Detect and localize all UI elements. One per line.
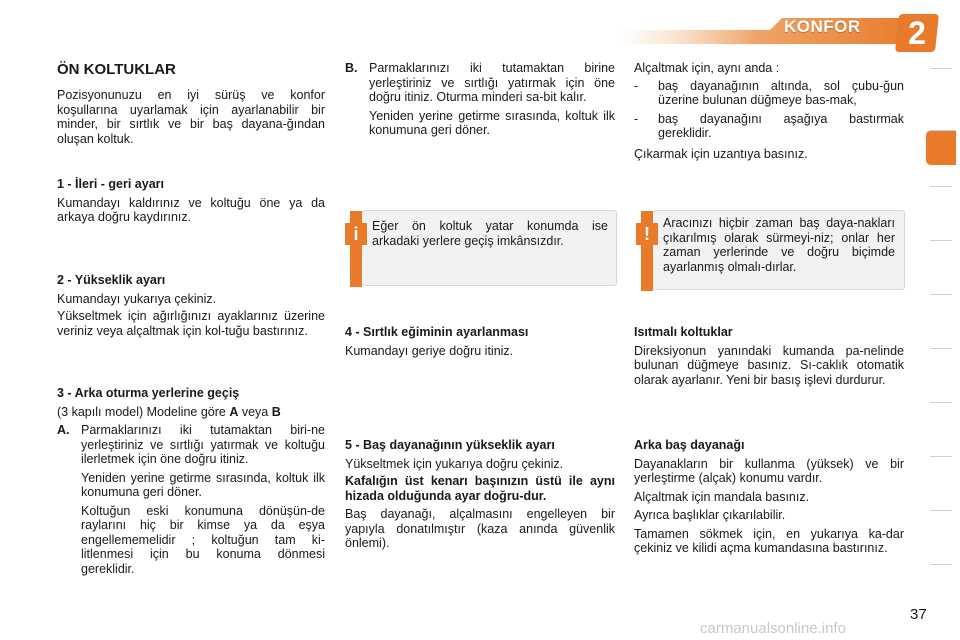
lower-item-2-text: baş dayanağını aşağıya bastırmak gereklidir. (658, 111, 904, 140)
lower-item-2-dash: - (634, 111, 639, 126)
lower-intro: Alçaltmak için, aynı anda : (634, 61, 780, 75)
section-1-text: Kumandayı kaldırınız ve koltuğu öne ya da arkaya doğru kaydırınız. (57, 195, 325, 224)
model-b-text-2: Yeniden yerine getirme sırasında, koltuk ilk konumuna geri döner. (369, 108, 615, 137)
warning-box (644, 210, 905, 290)
side-tab-3[interactable] (930, 186, 952, 221)
model-b-label: B (271, 404, 281, 419)
section-3-subtitle-pre: (3 kapılı model) Modeline göre (57, 404, 226, 419)
section-2-text-1: Kumandayı yukarıya çekiniz. (57, 291, 217, 306)
section-3-subtitle (57, 405, 325, 420)
side-tab-4[interactable] (930, 240, 952, 275)
side-tab-5[interactable] (930, 294, 952, 329)
rear-text-3: Ayrıca başlıklar çıkarılabilir. (634, 508, 786, 522)
section-heated-seats (634, 325, 904, 393)
section-headrest-height (345, 438, 615, 557)
section-5-heading: 5 - Baş dayanağının yükseklik ayarı (345, 438, 555, 452)
intro-text: Pozisyonunuzu en iyi sürüş ve konfor koşullarına uyarlamak için ayarlanabilir bir minder, bir sırtlık ve bir baş dayana-ğından oluşan koltuk. (57, 88, 325, 146)
model-b-item (345, 61, 615, 105)
info-icon: i (345, 223, 367, 245)
lower-item-2 (634, 112, 904, 141)
remove-text: Çıkarmak için uzantıya basınız. (634, 146, 808, 161)
section-2-text-2: Yükseltmek için ağırlığınızı ayaklarınız üzerine veriniz veya alçaltmak için kol-tuğu bastırınız. (57, 309, 325, 338)
heated-text: Direksiyonun yanındaki kumanda pa-nelinde bulunan düğmeye basınız. Sı-caklık otomatik olarak ayarlanır. Yeni bir basış işlevi durdurur. (634, 343, 904, 387)
section-5-text-1: Yükseltmek için yukarıya doğru çekiniz. (345, 456, 564, 471)
chapter-title: KONFOR (784, 17, 861, 36)
section-rear-access (57, 386, 325, 582)
chapter-side-tabs (930, 68, 954, 574)
chapter-number: 2 (908, 15, 926, 51)
side-tab-10[interactable] (930, 564, 952, 599)
model-a-item (57, 423, 325, 467)
side-tab-1[interactable] (930, 68, 952, 103)
section-3-subtitle-mid: veya (241, 404, 269, 419)
side-tab-6[interactable] (930, 348, 952, 383)
info-box-text: Eğer ön koltuk yatar konumda ise arkadaki yerlere geçiş imkânsızdır. (372, 219, 608, 248)
section-rear-headrest (634, 438, 904, 562)
lower-item-1-dash: - (634, 78, 639, 93)
model-b-section (345, 61, 615, 144)
warning-box-text: Aracınızı hiçbir zaman baş daya-nakları çıkarılmış olarak sürmeyi-niz; onlar her zaman yerlerinde ve doğru biçimde ayarlanmış olmalı-dırlar. (663, 216, 895, 274)
warning-icon: ! (636, 223, 658, 245)
section-5-text-2: Baş dayanağı, alçalmasını engelleyen bir yapıyla donatılmıştır (kaza anında güvenlik önlemi). (345, 507, 615, 550)
page-title: ÖN KOLTUKLAR (57, 61, 176, 78)
side-tab-7[interactable] (930, 402, 952, 437)
section-backrest (345, 325, 615, 364)
page-number: 37 (910, 606, 927, 623)
rear-text-4: Tamamen sökmek için, en yukarıya ka-dar çekiniz ve kilidi açma kumandasına bastırınız. (634, 526, 904, 555)
side-tab-2-active[interactable] (926, 130, 956, 165)
lower-item-1-text: baş dayanağının altında, sol çubu-ğun üzerine bulunan düğmeye bas-mak, (658, 78, 904, 107)
section-5-bold: Kafalığın üst kenarı başınızın üstü ile aynı hizada olduğunda ayar doğru-dur. (345, 474, 615, 503)
rear-heading: Arka baş dayanağı (634, 438, 745, 452)
chapter-header-bar (620, 14, 920, 48)
section-1-heading: 1 - İleri - geri ayarı (57, 177, 164, 191)
model-a-marker: A. (57, 423, 70, 437)
model-a-text-2: Yeniden yerine getirme sırasında, koltuk ilk konumuna geri döner. (81, 470, 325, 499)
watermark: carmanualsonline.info (700, 620, 846, 637)
info-box (353, 210, 617, 286)
rear-text-2: Alçaltmak için mandala basınız. (634, 489, 810, 504)
model-b-marker: B. (345, 61, 358, 75)
section-4-text: Kumandayı geriye doğru itiniz. (345, 343, 514, 358)
lower-item-1 (634, 79, 904, 108)
section-2-heading: 2 - Yükseklik ayarı (57, 273, 166, 287)
chapter-number-badge (895, 14, 939, 52)
model-a-text-1: Parmaklarınızı iki tutamaktan biri-ne yerleştiriniz ve sırtlığı yatırmak ve koltuğu ilerletmek için öne doğru itiniz. (81, 423, 325, 466)
rear-text-1: Dayanakların bir kullanma (yüksek) ve bir yerleştirme (alçak) konumu vardır. (634, 456, 904, 485)
section-3-heading: 3 - Arka oturma yerlerine geçiş (57, 386, 240, 400)
column-1 (57, 88, 325, 152)
headrest-lower-section (634, 61, 904, 167)
model-a-text-3: Koltuğun eski konumuna dönüşün-de raylarını hiç bir kimse ya da eşya engellememelidir ; koltuğun tam ki-litlenmesi için bu konuma dönmesi gereklidir. (81, 503, 325, 576)
side-tab-9[interactable] (930, 510, 952, 545)
section-4-heading: 4 - Sırtlık eğiminin ayarlanması (345, 325, 529, 339)
model-b-text-1: Parmaklarınızı iki tutamaktan birine yerleştiriniz ve sırtlığı yatırmak için öne doğru itiniz. Oturma minderi sa-bit kalır. (369, 61, 615, 104)
side-tab-8[interactable] (930, 456, 952, 491)
model-a-label: A (229, 404, 239, 419)
heated-heading: Isıtmalı koltuklar (634, 325, 733, 339)
section-height (57, 273, 325, 344)
section-forward-back (57, 177, 325, 231)
